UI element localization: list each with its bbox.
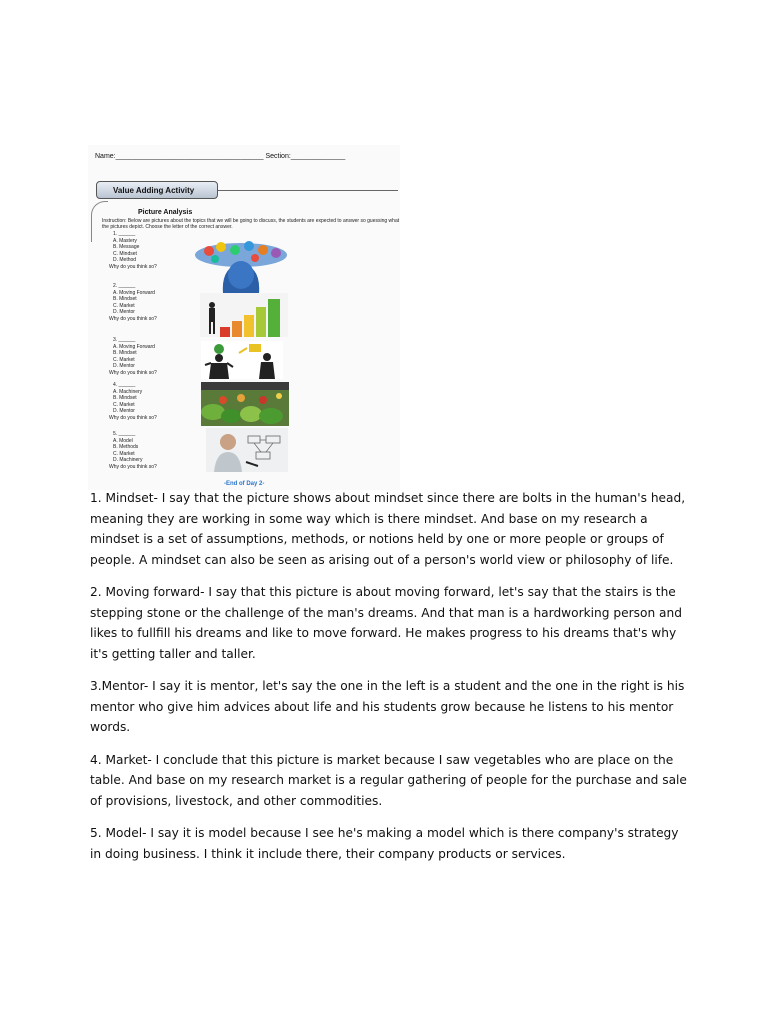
end-of-day-label: -End of Day 2- bbox=[224, 481, 265, 487]
option: B. Methods bbox=[113, 444, 139, 451]
answer-text bbox=[90, 488, 690, 876]
question-number: 1. ______ bbox=[113, 231, 136, 237]
why-prompt: Why do you think so? bbox=[109, 315, 157, 322]
option: B. Message bbox=[113, 244, 140, 251]
mindset-head-picture bbox=[191, 241, 291, 293]
answer-paragraph-4: 4. Market- I conclude that this picture is market because I saw vegetables who are place on the table. And base on my research market is a regular gathering of people for the purchase and sale of provisions, livestock, and other commodities. bbox=[90, 752, 687, 808]
option: A. Moving Forward bbox=[113, 289, 155, 296]
question-1 bbox=[109, 231, 157, 271]
question-number: 3. ______ bbox=[113, 337, 136, 343]
option: C. Market bbox=[113, 356, 135, 363]
option: C. Market bbox=[113, 302, 135, 309]
option: D. Machinery bbox=[113, 457, 143, 464]
option: B. Mindset bbox=[113, 395, 137, 402]
stairs-progress-picture bbox=[200, 293, 288, 337]
worksheet-image bbox=[88, 145, 400, 490]
option: D. Mentor bbox=[113, 363, 135, 370]
why-prompt: Why do you think so? bbox=[109, 263, 157, 270]
question-number: 2. ______ bbox=[113, 283, 136, 289]
answer-paragraph-1: 1. Mindset- I say that the picture shows about mindset since there are bolts in the human's head, meaning they are working in some way which is there mindset. And base on my research a mindset is a set of assumptions, methods, or notions held by one or more people or groups of people. A mindset can also be seen as arising out of a person's world view or philosophy of life. bbox=[90, 491, 686, 567]
name-section-line: Name:______________________________________ Section:______________ bbox=[95, 153, 346, 160]
business-model-picture bbox=[206, 428, 288, 472]
worksheet-instruction: Instruction: Below are pictures about the topics that we will be going to discuss, the students are expected to answer so guessing what the pictures depict. Choose the letter of the correct answer. bbox=[102, 218, 400, 230]
question-2 bbox=[109, 283, 157, 323]
option: C. Market bbox=[113, 450, 135, 457]
question-number: 5. ______ bbox=[113, 431, 136, 437]
why-prompt: Why do you think so? bbox=[109, 414, 157, 421]
question-number: 4. ______ bbox=[113, 382, 136, 388]
option: D. Method bbox=[113, 257, 137, 264]
answer-paragraph-3: 3.Mentor- I say it is mentor, let's say the one in the left is a student and the one in the right is his mentor who give him advices about life and his students grow because he listens to his mentor words. bbox=[90, 679, 685, 734]
banner-rule bbox=[218, 190, 398, 191]
option: B. Mindset bbox=[113, 350, 137, 357]
mentor-watering-picture bbox=[201, 341, 283, 379]
question-5 bbox=[109, 431, 157, 471]
option: A. Machinery bbox=[113, 388, 143, 395]
answer-paragraph-2: 2. Moving forward- I say that this picture is about moving forward, let's say that the stairs is the stepping stone or the challenge of the man's dreams. And that man is a hardworking person and likes to fullfill his dreams and like to move forward. He makes progress to his dreams that's why it's getting taller and taller. bbox=[90, 585, 682, 661]
option: A. Model bbox=[113, 437, 133, 444]
activity-banner: Value Adding Activity bbox=[96, 181, 218, 199]
why-prompt: Why do you think so? bbox=[109, 463, 157, 470]
option: C. Market bbox=[113, 401, 135, 408]
why-prompt: Why do you think so? bbox=[109, 369, 157, 376]
answer-paragraph-5: 5. Model- I say it is model because I see he's making a model which is there company's strategy in doing business. I think it include there, their company products or services. bbox=[90, 826, 679, 861]
option: A. Mastery bbox=[113, 237, 137, 244]
question-4 bbox=[109, 382, 157, 422]
question-3 bbox=[109, 337, 157, 377]
option: B. Mindset bbox=[113, 296, 137, 303]
option: C. Mindset bbox=[113, 250, 137, 257]
vegetable-market-picture bbox=[201, 382, 289, 426]
option: A. Moving Forward bbox=[113, 343, 155, 350]
worksheet-title: Picture Analysis bbox=[138, 209, 193, 216]
option: D. Mentor bbox=[113, 408, 135, 415]
option: D. Mentor bbox=[113, 309, 135, 316]
